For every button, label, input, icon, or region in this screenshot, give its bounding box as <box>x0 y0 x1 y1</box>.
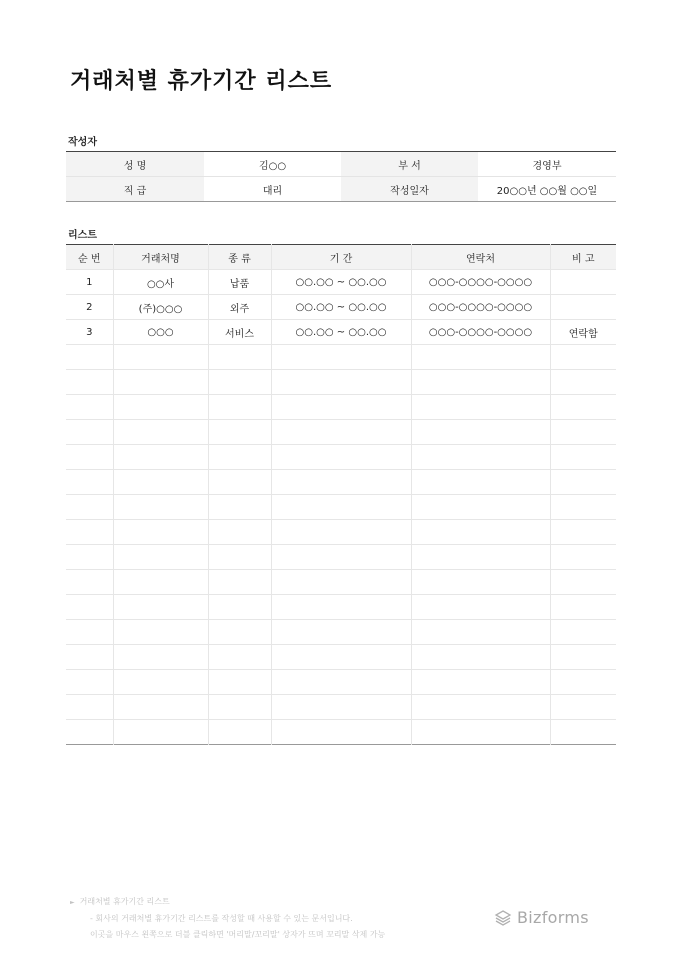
cell-contact: ○○○-○○○○-○○○○ <box>411 295 550 320</box>
date-label: 작성일자 <box>341 177 478 202</box>
cell-contact <box>411 595 550 620</box>
cell-note <box>550 520 616 545</box>
table-row <box>66 695 616 720</box>
table-row <box>66 320 616 345</box>
cell-note <box>550 495 616 520</box>
cell-note <box>550 295 616 320</box>
cell-no <box>66 545 113 570</box>
table-row <box>66 495 616 520</box>
footer-title: 거래처별 휴가기간 리스트 <box>79 897 170 906</box>
cell-contact <box>411 645 550 670</box>
cell-note: 연락함 <box>550 320 616 345</box>
header-client: 거래처명 <box>113 245 208 270</box>
cell-period <box>271 495 411 520</box>
cell-client <box>113 495 208 520</box>
cell-client: ○○사 <box>113 270 208 295</box>
cell-contact <box>411 495 550 520</box>
cell-client <box>113 520 208 545</box>
cell-type <box>208 445 271 470</box>
logo-text: Bizforms <box>517 908 589 927</box>
cell-contact: ○○○-○○○○-○○○○ <box>411 270 550 295</box>
author-info-row <box>66 177 616 202</box>
cell-no <box>66 470 113 495</box>
list-section-label: 리스트 <box>68 230 97 241</box>
cell-type <box>208 470 271 495</box>
author-info-row <box>66 152 616 177</box>
cell-period <box>271 395 411 420</box>
cell-type <box>208 570 271 595</box>
cell-note <box>550 620 616 645</box>
triangle-bullet-icon: ► <box>70 899 75 906</box>
cell-no: 3 <box>66 320 113 345</box>
cell-contact <box>411 695 550 720</box>
cell-period <box>271 420 411 445</box>
cell-contact <box>411 345 550 370</box>
cell-no <box>66 495 113 520</box>
cell-contact <box>411 470 550 495</box>
table-row <box>66 595 616 620</box>
table-row <box>66 345 616 370</box>
cell-period <box>271 645 411 670</box>
cell-no <box>66 645 113 670</box>
cell-no <box>66 695 113 720</box>
cell-client <box>113 345 208 370</box>
cell-no: 2 <box>66 295 113 320</box>
cell-client <box>113 595 208 620</box>
cell-type: 서비스 <box>208 320 271 345</box>
cell-no <box>66 370 113 395</box>
cell-type <box>208 495 271 520</box>
cell-client <box>113 395 208 420</box>
cell-period <box>271 695 411 720</box>
cell-contact <box>411 720 550 745</box>
cell-client <box>113 620 208 645</box>
table-row <box>66 670 616 695</box>
stacked-layers-icon <box>494 909 512 927</box>
cell-type <box>208 545 271 570</box>
cell-type: 외주 <box>208 295 271 320</box>
cell-note <box>550 670 616 695</box>
cell-note <box>550 395 616 420</box>
name-label: 성 명 <box>66 152 204 177</box>
table-row <box>66 645 616 670</box>
cell-period <box>271 670 411 695</box>
author-section-label: 작성자 <box>68 137 97 148</box>
position-value: 대리 <box>204 177 341 202</box>
cell-no <box>66 595 113 620</box>
cell-no <box>66 570 113 595</box>
cell-period: ○○.○○ ~ ○○.○○ <box>271 295 411 320</box>
cell-client: (주)○○○ <box>113 295 208 320</box>
table-row <box>66 370 616 395</box>
footer-instruction: 이곳을 마우스 왼쪽으로 더블 클릭하면 '머리말/꼬리말' 상자가 뜨며 꼬리말 삭제 가능 <box>90 930 386 939</box>
cell-contact <box>411 370 550 395</box>
table-row <box>66 545 616 570</box>
document-title: 거래처별 휴가기간 리스트 <box>70 69 333 94</box>
footer-note <box>70 894 385 943</box>
cell-client <box>113 420 208 445</box>
cell-type <box>208 620 271 645</box>
vacation-list-table <box>66 244 616 745</box>
cell-contact <box>411 420 550 445</box>
position-label: 직 급 <box>66 177 204 202</box>
cell-type <box>208 395 271 420</box>
cell-note <box>550 370 616 395</box>
cell-type <box>208 370 271 395</box>
cell-period <box>271 595 411 620</box>
cell-contact <box>411 520 550 545</box>
cell-no <box>66 620 113 645</box>
header-no: 순 번 <box>66 245 113 270</box>
author-info-table <box>66 151 616 202</box>
cell-client: ○○○ <box>113 320 208 345</box>
cell-no <box>66 720 113 745</box>
cell-contact: ○○○-○○○○-○○○○ <box>411 320 550 345</box>
cell-no <box>66 345 113 370</box>
cell-type <box>208 345 271 370</box>
header-contact: 연락처 <box>411 245 550 270</box>
cell-note <box>550 345 616 370</box>
cell-note <box>550 720 616 745</box>
table-row <box>66 570 616 595</box>
cell-period <box>271 445 411 470</box>
cell-type <box>208 695 271 720</box>
table-row <box>66 445 616 470</box>
table-row <box>66 270 616 295</box>
cell-client <box>113 470 208 495</box>
cell-note <box>550 470 616 495</box>
cell-no <box>66 520 113 545</box>
cell-period <box>271 370 411 395</box>
cell-note <box>550 570 616 595</box>
cell-client <box>113 720 208 745</box>
table-row <box>66 395 616 420</box>
cell-client <box>113 695 208 720</box>
bizforms-logo <box>494 908 589 927</box>
cell-no <box>66 395 113 420</box>
cell-client <box>113 570 208 595</box>
cell-type <box>208 670 271 695</box>
cell-client <box>113 670 208 695</box>
cell-note <box>550 445 616 470</box>
cell-note <box>550 595 616 620</box>
cell-contact <box>411 445 550 470</box>
cell-type <box>208 645 271 670</box>
cell-note <box>550 420 616 445</box>
cell-period: ○○.○○ ~ ○○.○○ <box>271 320 411 345</box>
cell-period <box>271 545 411 570</box>
cell-type <box>208 720 271 745</box>
cell-type <box>208 420 271 445</box>
cell-note <box>550 645 616 670</box>
cell-no: 1 <box>66 270 113 295</box>
department-value: 경영부 <box>532 160 562 172</box>
cell-period <box>271 470 411 495</box>
cell-type: 납품 <box>208 270 271 295</box>
cell-period <box>271 345 411 370</box>
cell-type <box>208 595 271 620</box>
cell-note <box>550 695 616 720</box>
cell-contact <box>411 620 550 645</box>
table-row <box>66 620 616 645</box>
cell-period <box>271 620 411 645</box>
date-value: 20○○년 ○○월 ○○일 <box>478 177 616 202</box>
cell-client <box>113 645 208 670</box>
cell-note <box>550 545 616 570</box>
cell-type <box>208 520 271 545</box>
header-period: 기 간 <box>271 245 411 270</box>
footer-description: - 회사의 거래처별 휴가기간 리스트를 작성할 때 사용할 수 있는 문서입니다. <box>90 914 353 923</box>
cell-client <box>113 445 208 470</box>
cell-contact <box>411 670 550 695</box>
name-value: 김○○ <box>258 160 287 172</box>
header-note: 비 고 <box>550 245 616 270</box>
list-header-row <box>66 245 616 270</box>
table-row <box>66 470 616 495</box>
table-row <box>66 720 616 745</box>
cell-contact <box>411 395 550 420</box>
cell-note <box>550 270 616 295</box>
cell-no <box>66 670 113 695</box>
cell-contact <box>411 545 550 570</box>
cell-period <box>271 720 411 745</box>
department-label: 부 서 <box>341 152 478 177</box>
header-type: 종 류 <box>208 245 271 270</box>
cell-period <box>271 520 411 545</box>
cell-period: ○○.○○ ~ ○○.○○ <box>271 270 411 295</box>
table-row <box>66 520 616 545</box>
cell-client <box>113 370 208 395</box>
cell-client <box>113 545 208 570</box>
cell-contact <box>411 570 550 595</box>
cell-no <box>66 445 113 470</box>
table-row <box>66 420 616 445</box>
cell-period <box>271 570 411 595</box>
table-row <box>66 295 616 320</box>
cell-no <box>66 420 113 445</box>
